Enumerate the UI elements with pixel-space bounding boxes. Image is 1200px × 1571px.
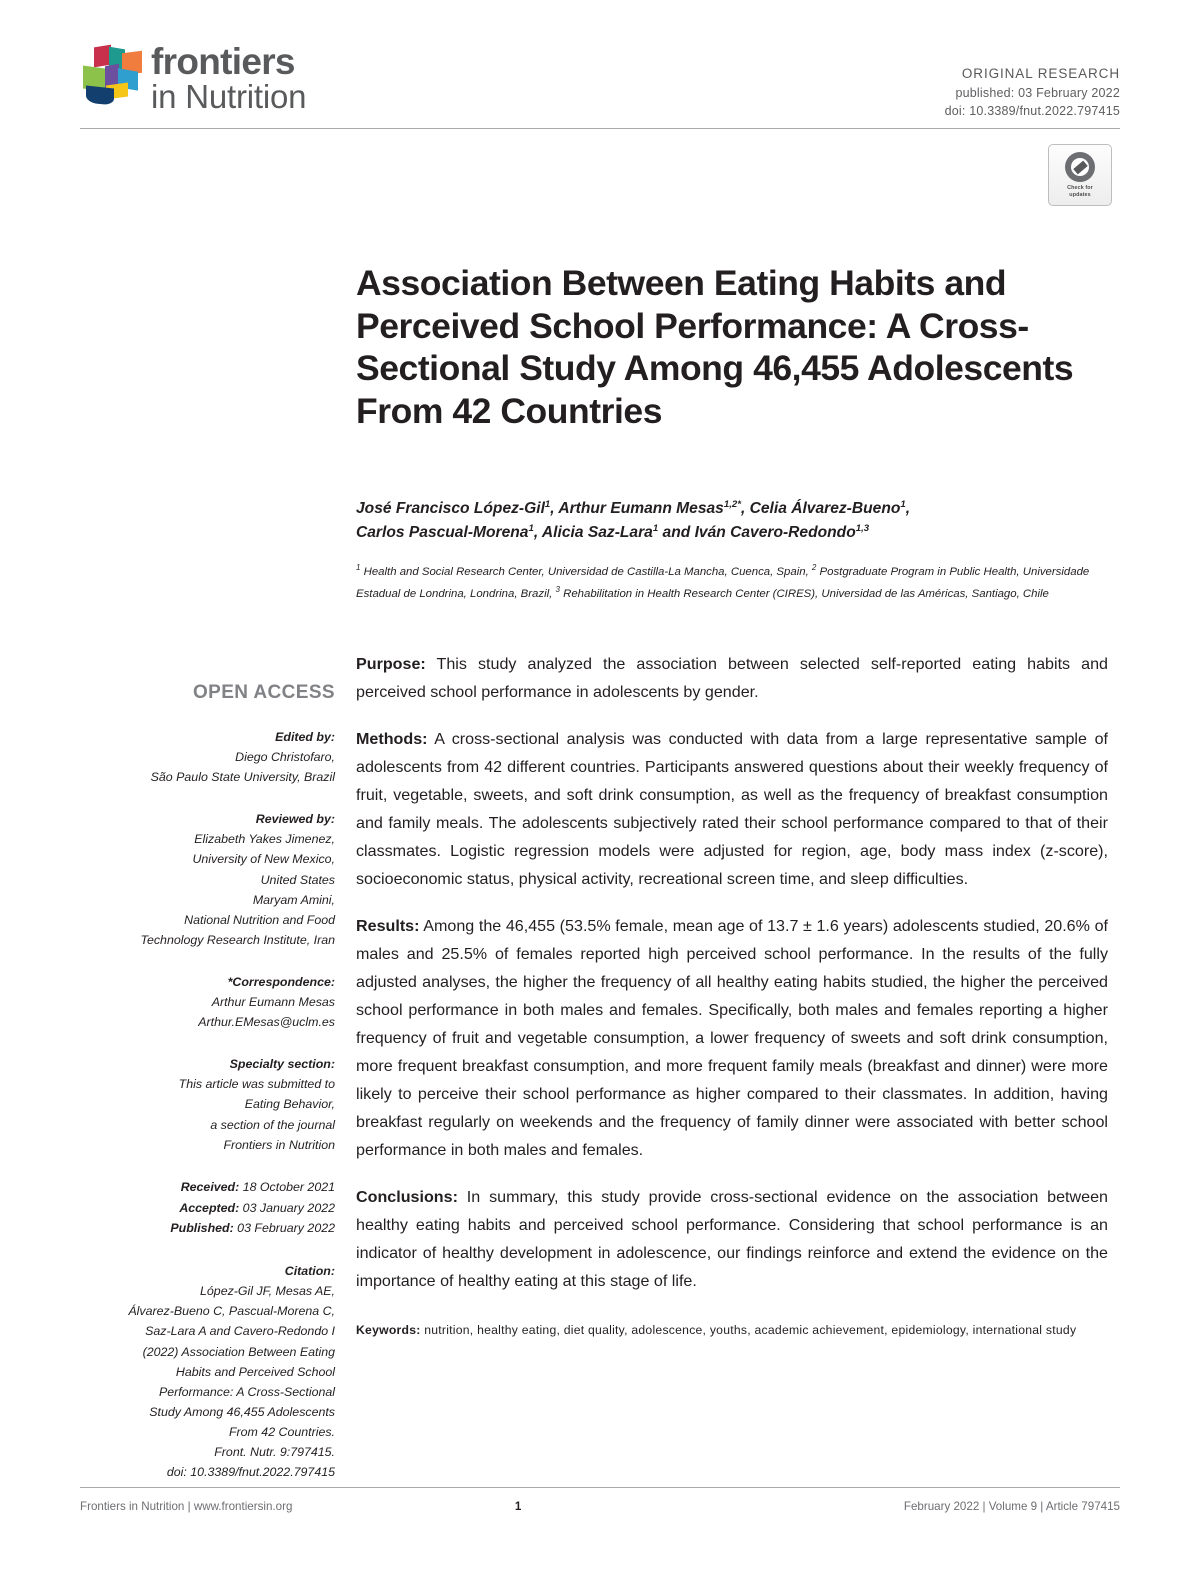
article-type-label: ORIGINAL RESEARCH (961, 66, 1120, 81)
author-separator: , (905, 500, 911, 517)
citation-line: Saz-Lara A and Cavero-Redondo I (145, 1324, 335, 1339)
footer-page-number: 1 (514, 1500, 522, 1513)
citation-label: Citation: (284, 1264, 335, 1279)
crossmark-label-line1: Check for (1067, 184, 1093, 191)
affiliation-marker: 2 (811, 563, 817, 572)
correspondence-email[interactable]: Arthur.EMesas@uclm.es (198, 1015, 335, 1030)
reviewed-by-label: Reviewed by: (255, 812, 335, 827)
specialty-section-label: Specialty section: (229, 1057, 335, 1072)
affiliation-list (356, 561, 1108, 604)
crossmark-label (1067, 185, 1093, 199)
accepted-date: 03 January 2022 (239, 1200, 335, 1215)
journal-logo[interactable] (80, 41, 307, 115)
open-access-badge: OPEN ACCESS (192, 682, 335, 703)
author-list (356, 497, 1096, 546)
purpose-label: Purpose: (356, 655, 426, 673)
edited-by-label: Edited by: (275, 730, 335, 744)
article-dates-block (78, 1177, 335, 1239)
abstract-section (356, 650, 1108, 1341)
abstract-purpose (356, 650, 1108, 706)
author-name[interactable]: Carlos Pascual-Morena (356, 524, 529, 542)
author-affil-marker: 1 (544, 498, 551, 510)
results-text: Among the 46,455 (53.5% female, mean age of 13.7 ± 1.6 years) adolescents studied, 20.6% of males and 25.5% of females reported high perceived school performance. In the results of the fully adjusted analyses, the higher the frequency of all healthy eating habits studied, the higher the perceived school performance in both males and females. Specifically, both males and females reporting a higher frequency of fruit and vegetable consumption, a lower frequency of sweets and soft drink consumption, more frequent breakfast consumption, and more frequent family meals (breakfast and dinner) were more likely to perceive their school performance as higher compared to their classmates. In addition, having breakfast regularly on weekends and the frequency of family dinner were associated with better school performance in both males and females. (356, 917, 1108, 1159)
logo-journal-name: in Nutrition (151, 77, 307, 115)
citation-line: López-Gil JF, Mesas AE, (200, 1284, 335, 1299)
correspondence-name: Arthur Eumann Mesas (211, 995, 335, 1010)
abstract-conclusions (356, 1183, 1108, 1295)
specialty-section-block (78, 1054, 335, 1154)
journal-logo-text (151, 41, 307, 115)
keywords-label: Keywords: (356, 1323, 421, 1337)
reviewer-name[interactable]: Elizabeth Yakes Jimenez, (194, 832, 335, 847)
citation-line: Performance: A Cross-Sectional (158, 1384, 335, 1399)
crossmark-badge[interactable] (1048, 144, 1112, 206)
author-affil-marker: 1,2* (723, 498, 741, 510)
results-label: Results: (356, 917, 420, 935)
citation-line: Habits and Perceived School (175, 1364, 335, 1379)
crossmark-icon (1065, 152, 1095, 182)
doi-label[interactable]: doi: 10.3389/fnut.2022.797415 (944, 103, 1120, 118)
specialty-line: Eating Behavior, (244, 1097, 335, 1112)
reviewer-affiliation: National Nutrition and Food (184, 912, 335, 927)
published-date: 03 February 2022 (233, 1221, 335, 1236)
affiliation-marker: 1 (356, 563, 361, 572)
published-row (78, 1218, 335, 1239)
received-date: 18 October 2021 (239, 1179, 335, 1194)
abstract-results (356, 912, 1108, 1164)
affiliation-text: Health and Social Research Center, Universidad de Castilla-La Mancha, Cuenca, Spain, (360, 565, 812, 578)
editor-affiliation: São Paulo State University, Brazil (150, 770, 335, 785)
citation-line: From 42 Countries. (228, 1424, 335, 1439)
article-title: Association Between Eating Habits and Perceived School Performance: A Cross-Sectional Study Among 46,455 Adolescents From 42 Countries (356, 262, 1074, 432)
footer-journal-url[interactable]: Frontiers in Nutrition | www.frontiersin.org (80, 1500, 293, 1513)
specialty-line: This article was submitted to (178, 1077, 335, 1092)
edited-by-block (78, 727, 335, 787)
author-affil-marker: 1 (900, 498, 906, 510)
footer-volume-article: February 2022 | Volume 9 | Article 797415 (903, 1500, 1120, 1513)
citation-line: (2022) Association Between Eating (142, 1344, 335, 1359)
abstract-methods (356, 725, 1108, 893)
header-divider (80, 128, 1120, 129)
author-affil-marker: 1,3 (855, 523, 870, 535)
published-date-label: published: 03 February 2022 (955, 85, 1120, 100)
affiliation-text: Postgraduate Program in Public Health, Universidade Estadual de Londrina, Londrina, Brazil, (356, 565, 1090, 600)
conclusions-label: Conclusions: (356, 1188, 458, 1206)
purpose-text: This study analyzed the association between selected self-reported eating habits and perceived school performance in adolescents by gender. (356, 655, 1108, 701)
accepted-label: Accepted: (179, 1200, 240, 1215)
specialty-line: a section of the journal (210, 1117, 335, 1132)
accepted-row (78, 1198, 335, 1219)
methods-text: A cross-sectional analysis was conducted with data from a large representative sample of adolescents from 42 different countries. Participants answered questions about their weekly frequency of fruit, vegetable, sweets, and soft drink consumption, as well as the frequency of breakfast consumption and family meals. The adolescents subjectively rated their school performance compared to that of their classmates. Logistic regression models were adjusted for region, age, body mass index (z-score), socioeconomic status, physical activity, recreational screen time, and sleep difficulties. (356, 730, 1108, 888)
citation-line: Front. Nutr. 9:797415. (214, 1445, 335, 1460)
author-name[interactable]: , Arthur Eumann Mesas (550, 500, 724, 517)
reviewer-affiliation: United States (260, 872, 335, 887)
correspondence-block (78, 972, 335, 1032)
author-affil-marker: 1 (528, 523, 534, 535)
keywords-text: nutrition, healthy eating, diet quality, adolescence, youths, academic achievement, epidemiology, international study (420, 1323, 1077, 1337)
published-label: Published: (170, 1221, 234, 1236)
citation-line: Study Among 46,455 Adolescents (149, 1404, 335, 1419)
publication-meta (945, 64, 1120, 120)
citation-line: Álvarez-Bueno C, Pascual-Morena C, (128, 1304, 335, 1319)
author-name[interactable]: and Iván Cavero-Redondo (658, 524, 856, 542)
reviewer-affiliation: Technology Research Institute, Iran (140, 932, 335, 947)
editor-name[interactable]: Diego Christofaro, (235, 750, 335, 765)
logo-frontiers-word: frontiers (151, 41, 295, 82)
footer-divider (80, 1487, 1120, 1488)
editorial-sidebar (78, 682, 335, 1482)
affiliation-marker: 3 (555, 584, 560, 594)
page-header (80, 42, 1120, 128)
keywords-row (356, 1320, 1108, 1341)
correspondence-label: *Correspondence: (227, 974, 335, 989)
author-name[interactable]: , Celia Álvarez-Bueno (740, 500, 901, 517)
author-name[interactable]: , Alicia Saz-Lara (533, 524, 653, 542)
author-name[interactable]: José Francisco López-Gil (356, 500, 545, 517)
reviewed-by-block (78, 809, 335, 950)
reviewer-affiliation: University of New Mexico, (192, 852, 335, 867)
page-footer (80, 1500, 1120, 1513)
reviewer-name[interactable]: Maryam Amini, (252, 892, 335, 907)
citation-doi-line[interactable]: doi: 10.3389/fnut.2022.797415 (166, 1465, 335, 1480)
received-label: Received: (180, 1179, 240, 1194)
crossmark-label-line2: updates (1069, 191, 1091, 198)
specialty-line: Frontiers in Nutrition (223, 1137, 335, 1152)
citation-block (78, 1261, 335, 1482)
methods-label: Methods: (356, 730, 428, 748)
conclusions-text: In summary, this study provide cross-sectional evidence on the association between healthy eating habits and perceived school performance. Considering that school performance is an indicator of healthy development in adolescence, our findings reinforce and extend the evidence on the importance of healthy eating at this stage of life. (356, 1188, 1108, 1290)
frontiers-logo-icon (80, 46, 142, 112)
author-affil-marker: 1 (652, 523, 659, 535)
received-row (78, 1177, 335, 1198)
affiliation-text: Rehabilitation in Health Research Center (CIRES), Universidad de las Américas, Santiago, Chile (559, 587, 1049, 600)
